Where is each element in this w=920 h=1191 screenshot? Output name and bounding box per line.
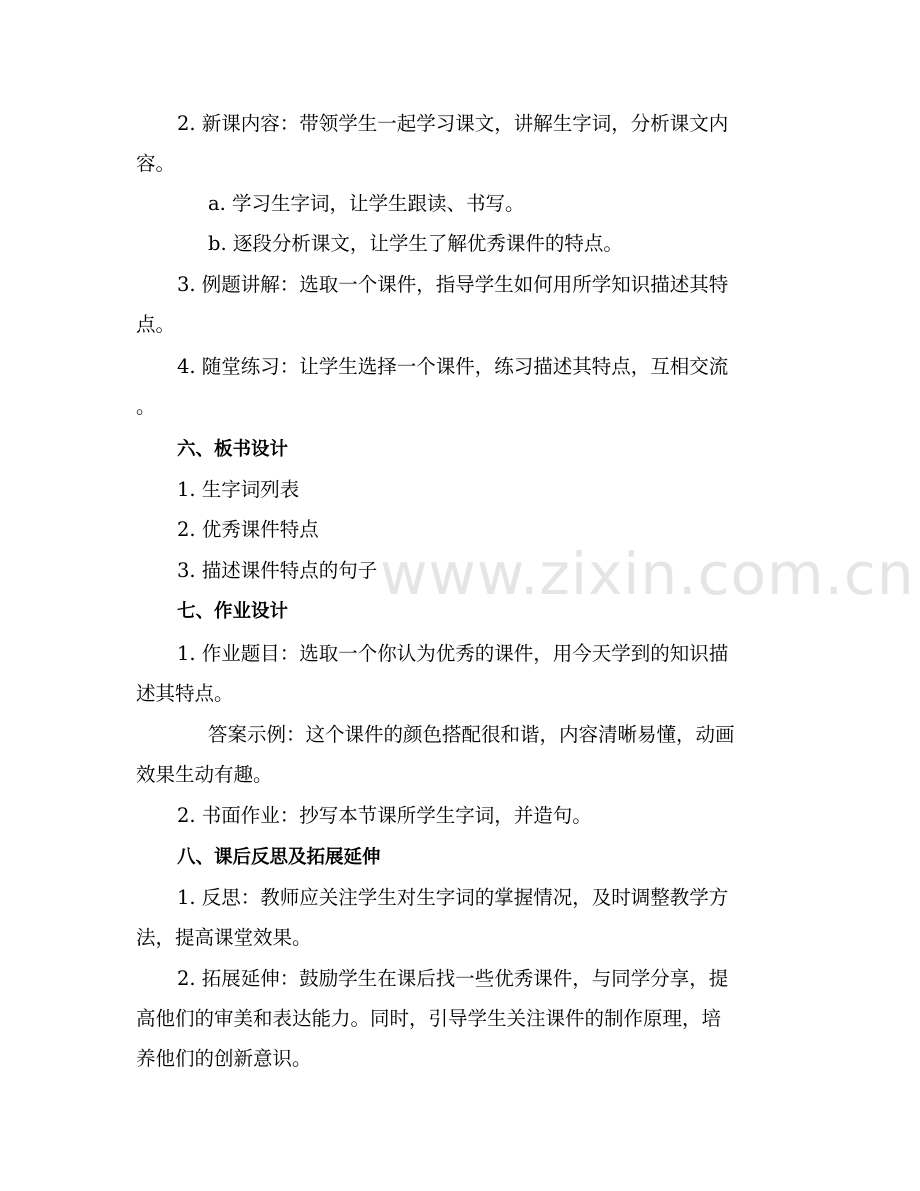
item-2a: a. 学习生字词，让学生跟读、书写。 bbox=[208, 192, 525, 215]
section-8-heading: 八、课后反思及拓展延伸 bbox=[177, 847, 381, 868]
extension-item-2-line-2: 高他们的审美和表达能力。同时，引导学生关注课件的制作原理，培 bbox=[136, 1007, 722, 1030]
board-item-2: 2. 优秀课件特点 bbox=[177, 518, 319, 541]
extension-item-2-line-1: 2. 拓展延伸：鼓励学生在课后找一些优秀课件，与同学分享，提 bbox=[177, 967, 729, 990]
homework-item-1-line-1: 1. 作业题目：选取一个你认为优秀的课件，用今天学到的知识描 bbox=[177, 642, 729, 665]
homework-item-1-line-2: 述其特点。 bbox=[136, 682, 234, 705]
item-3-line-2: 点。 bbox=[136, 313, 176, 336]
reflection-item-1-line-1: 1. 反思：教师应关注学生对生字词的掌握情况，及时调整教学方 bbox=[177, 886, 729, 909]
reflection-item-1-line-2: 法，提高课堂效果。 bbox=[136, 926, 312, 949]
answer-example-line-2: 效果生动有趣。 bbox=[136, 763, 273, 786]
item-4-line-2: 。 bbox=[136, 395, 156, 418]
item-3-line-1: 3. 例题讲解：选取一个课件，指导学生如何用所学知识描述其特 bbox=[177, 273, 729, 296]
board-item-3: 3. 描述课件特点的句子 bbox=[177, 559, 378, 582]
answer-example-line-1: 答案示例：这个课件的颜色搭配很和谐，内容清晰易懂，动画 bbox=[208, 723, 735, 746]
homework-item-2: 2. 书面作业：抄写本节课所学生字词，并造句。 bbox=[177, 804, 592, 827]
board-item-1: 1. 生字词列表 bbox=[177, 478, 300, 501]
section-6-heading: 六、板书设计 bbox=[177, 439, 289, 460]
extension-item-2-line-3: 养他们的创新意识。 bbox=[136, 1047, 312, 1070]
item-2-line-1: 2. 新课内容：带领学生一起学习课文，讲解生字词，分析课文内 bbox=[177, 112, 729, 135]
item-4-line-1: 4. 随堂练习：让学生选择一个课件，练习描述其特点，互相交流 bbox=[177, 355, 729, 378]
item-2b: b. 逐段分析课文，让学生了解优秀课件的特点。 bbox=[208, 232, 623, 255]
watermark: www.zixin.com.cn bbox=[380, 540, 915, 608]
item-2-line-2: 容。 bbox=[136, 152, 176, 175]
section-7-heading: 七、作业设计 bbox=[177, 601, 289, 622]
